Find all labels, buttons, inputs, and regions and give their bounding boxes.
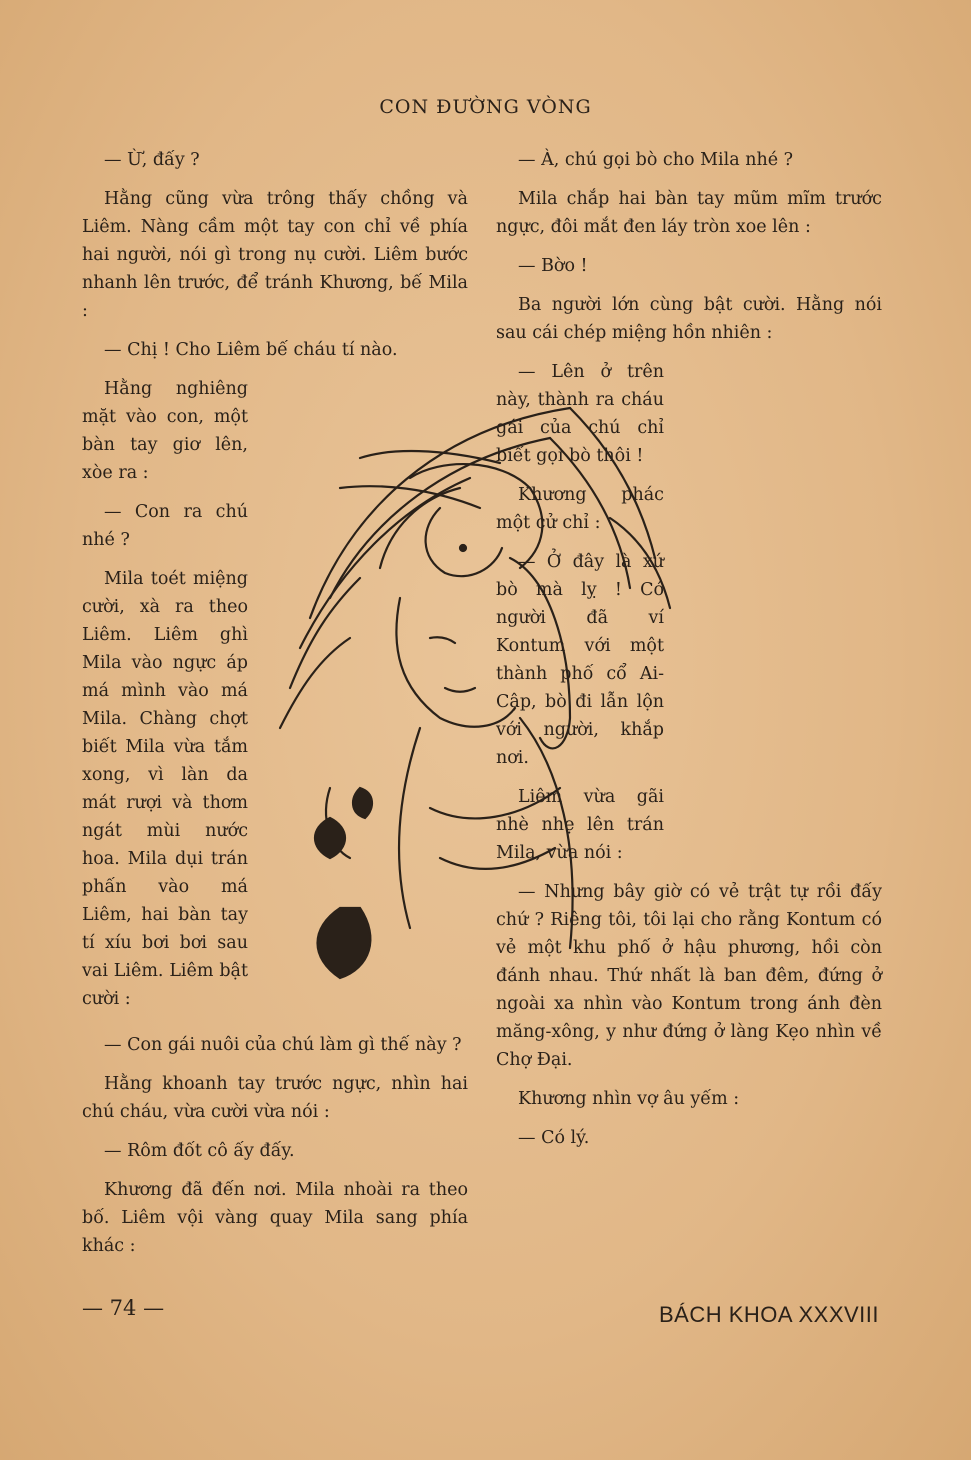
paragraph: — Ừ, đấy ? bbox=[104, 150, 200, 170]
paragraph: — Con gái nuôi của chú làm gì thế này ? bbox=[104, 1035, 462, 1055]
page-number: — 74 — bbox=[82, 1296, 165, 1320]
paragraph: Liêm vừa gãi nhè nhẹ lên trán Mila, vừa nói : bbox=[496, 787, 664, 863]
paragraph: Mila chắp hai bàn tay mũm mĩm trước ngực, đôi mắt đen láy tròn xoe lên : bbox=[496, 189, 882, 237]
paragraph: — Rôm đốt cô ấy đấy. bbox=[104, 1141, 295, 1161]
paragraph: — Lên ở trên này, thành ra cháu gái của chú chỉ biết gọi bò thôi ! bbox=[496, 362, 664, 466]
paragraph: — Bờo ! bbox=[518, 256, 588, 276]
magazine-issue: BÁCH KHOA XXXVIII bbox=[658, 1302, 879, 1327]
paragraph: — Nhưng bây giờ có vẻ trật tự rồi đấy chứ ? Riêng tôi, tôi lại cho rằng Kontum có vẻ một khu phố ở hậu phương, hồi còn đánh nhau. Thứ nhất là ban đêm, đứng ở ngoài xa nhìn vào Kontum trong ánh đèn măng-xông, y như đứng ở làng Kẹo nhìn về Chợ Đại. bbox=[496, 882, 882, 1070]
paragraph: — Chị ! Cho Liêm bế cháu tí nào. bbox=[104, 340, 398, 360]
paragraph: Hằng nghiêng mặt vào con, một bàn tay giơ lên, xòe ra : bbox=[82, 379, 248, 483]
paragraph: Khương đã đến nơi. Mila nhoài ra theo bố. Liêm vội vàng quay Mila sang phía khác : bbox=[82, 1180, 468, 1256]
paragraph: — À, chú gọi bò cho Mila nhé ? bbox=[518, 150, 794, 170]
page-title: CON ĐƯỜNG VÒNG bbox=[379, 96, 592, 118]
paragraph: — Có lý. bbox=[518, 1128, 590, 1148]
paragraph: — Ở đây là xứ bò mà lỵ ! Có người đã ví Kontum với một thành phố cổ Ai-Cập, bò đi lẫn lộn với người, khắp nơi. bbox=[496, 552, 664, 768]
paragraph: Hằng khoanh tay trước ngực, nhìn hai chú cháu, vừa cười vừa nói : bbox=[82, 1074, 468, 1122]
paragraph: Khương phác một cử chỉ : bbox=[496, 485, 664, 533]
paragraph: Mila toét miệng cười, xà ra theo Liêm. Liêm ghì Mila vào ngực áp má mình vào má Mila. Chàng chợt biết Mila vừa tắm xong, vì làn da mát rượi và thơm ngát mùi nước hoa. Mila dụi trán phấn vào má Liêm, hai bàn tay tí xíu bơi bơi sau vai Liêm. Liêm bật cười : bbox=[82, 569, 248, 1009]
mother-child-illustration bbox=[270, 388, 690, 1008]
paragraph: Hằng cũng vừa trông thấy chồng và Liêm. Nàng cầm một tay con chỉ về phía hai người, nói gì trong nụ cười. Liêm bước nhanh lên trước, để tránh Khương, bế Mila : bbox=[82, 189, 468, 321]
paragraph: Khương nhìn vợ âu yếm : bbox=[518, 1089, 740, 1109]
paragraph: — Con ra chú nhé ? bbox=[82, 502, 248, 550]
paragraph: Ba người lớn cùng bật cười. Hằng nói sau cái chép miệng hồn nhiên : bbox=[496, 295, 882, 343]
